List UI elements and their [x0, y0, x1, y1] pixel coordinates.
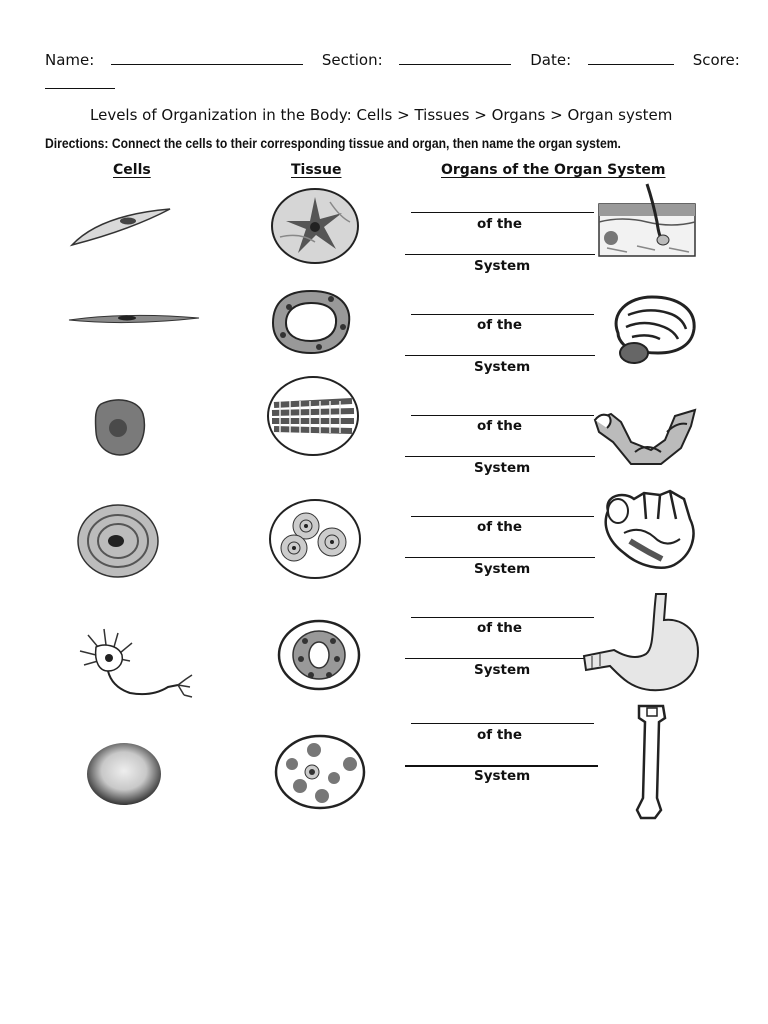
system-label: System [474, 561, 531, 577]
directions-text: Directions: Connect the cells to their corresponding tissue and organ, then name the organ system. [45, 136, 621, 151]
smooth-muscle-cell-icon[interactable] [67, 310, 202, 330]
column-header-organs: Organs of the Organ System [441, 162, 666, 178]
name-field[interactable] [111, 50, 303, 65]
system-blank[interactable] [405, 658, 595, 659]
system-label: System [474, 460, 531, 476]
score-label: Score: [692, 51, 740, 69]
brain-icon[interactable] [608, 293, 698, 368]
neuron-icon[interactable] [74, 625, 198, 705]
organ-blank-top[interactable] [411, 415, 594, 416]
system-label: System [474, 258, 531, 274]
column-header-cells: Cells [113, 162, 151, 178]
femur-bone-icon[interactable] [631, 702, 675, 822]
cuboidal-cell-icon[interactable] [93, 398, 147, 458]
of-the-label: of the [477, 620, 523, 636]
organ-blank-top[interactable] [411, 212, 594, 213]
connective-tissue-icon[interactable] [270, 187, 360, 265]
epithelial-ring-tissue-icon[interactable] [269, 287, 353, 357]
system-label: System [474, 768, 531, 784]
system-label: System [474, 662, 531, 678]
arm-muscle-icon[interactable] [591, 406, 701, 468]
organ-blank-top[interactable] [411, 516, 594, 517]
of-the-label: of the [477, 519, 523, 535]
skin-layers-icon[interactable] [597, 182, 697, 257]
organ-blank-top[interactable] [411, 723, 594, 724]
organ-blank-top[interactable] [411, 314, 594, 315]
organ-blank-top[interactable] [411, 617, 594, 618]
blood-tissue-icon[interactable] [274, 734, 366, 810]
bone-tissue-icon[interactable] [268, 498, 362, 580]
of-the-label: of the [477, 216, 523, 232]
page-title: Levels of Organization in the Body: Cells > Tissues > Organs > Organ system [90, 106, 673, 124]
fibroblast-cell-icon[interactable] [70, 205, 180, 255]
date-field[interactable] [588, 50, 674, 65]
header-line [45, 50, 740, 69]
heart-icon[interactable] [600, 489, 700, 571]
column-header-tissue: Tissue [291, 162, 342, 178]
system-blank[interactable] [405, 456, 595, 457]
system-blank[interactable] [405, 355, 595, 356]
score-field[interactable] [45, 88, 115, 89]
system-blank[interactable] [405, 765, 598, 767]
section-label: Section: [321, 51, 383, 69]
stomach-icon[interactable] [580, 590, 704, 694]
of-the-label: of the [477, 317, 523, 333]
skeletal-muscle-tissue-icon[interactable] [266, 375, 360, 457]
blood-cell-icon[interactable] [85, 741, 163, 807]
of-the-label: of the [477, 418, 523, 434]
system-blank[interactable] [405, 557, 595, 558]
system-label: System [474, 359, 531, 375]
glandular-tissue-icon[interactable] [277, 619, 361, 691]
name-label: Name: [45, 51, 95, 69]
date-label: Date: [530, 51, 572, 69]
bone-cell-icon[interactable] [76, 503, 160, 579]
of-the-label: of the [477, 727, 523, 743]
section-field[interactable] [399, 50, 511, 65]
system-blank[interactable] [405, 254, 595, 255]
